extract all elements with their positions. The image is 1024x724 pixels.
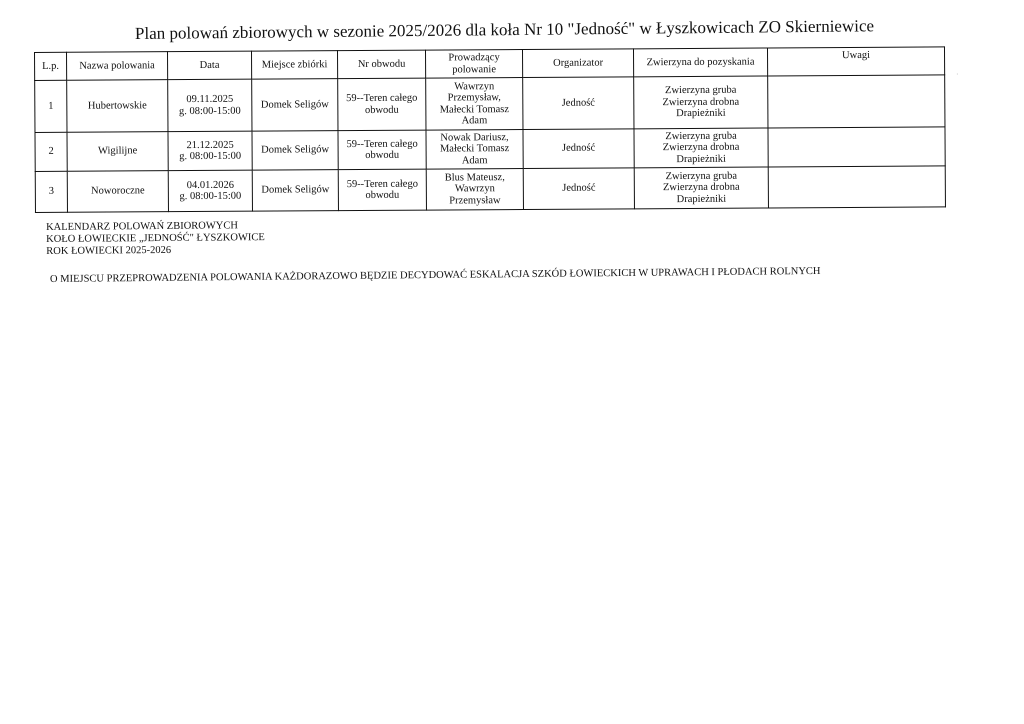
zwierzyna-line: Zwierzyna drobna xyxy=(662,96,740,108)
header-uwagi: Uwagi xyxy=(767,47,944,76)
cell-data xyxy=(168,131,252,171)
zwierzyna-line: Drapieżniki xyxy=(676,108,726,120)
prowadzacy-line: Przemysław, xyxy=(447,92,501,104)
time-text: g. 08:00-15:00 xyxy=(178,105,241,117)
table-row xyxy=(35,127,945,172)
prowadzacy-line: Adam xyxy=(461,154,488,167)
cell-nazwa: Hubertowskie xyxy=(67,80,168,133)
zwierzyna-line: Zwierzyna gruba xyxy=(665,130,737,142)
table-row xyxy=(35,166,945,213)
cell-prowadzacy xyxy=(426,130,523,170)
zwierzyna-line: Zwierzyna gruba xyxy=(665,170,738,182)
cell-zwierzyna xyxy=(634,76,768,129)
cell-nazwa: Wigilijne xyxy=(67,132,168,172)
header-miejsce: Miejsce zbiórki xyxy=(251,51,337,80)
page-title: Plan polowań zbiorowych w sezonie 2025/2026 dla koła Nr 10 "Jedność" w Łyszkowicach ZO Skierniewice xyxy=(134,16,875,43)
cell-data xyxy=(168,79,252,132)
prowadzacy-line: Przemysław xyxy=(449,194,501,207)
cell-lp: 2 xyxy=(35,132,67,171)
date-text: 21.12.2025 xyxy=(186,139,234,151)
obwod-line: 59--Teren całego xyxy=(346,92,418,105)
date-text: 04.01.2026 xyxy=(186,179,234,191)
footer-line: KOŁO ŁOWIECKIE „JEDNOŚĆ" ŁYSZKOWICE xyxy=(46,232,265,245)
obwod-line: 59--Teren całego xyxy=(346,178,418,190)
header-zwierzyna: Zwierzyna do pozyskania xyxy=(633,48,767,77)
table-row xyxy=(35,75,945,133)
zwierzyna-line: Zwierzyna drobna xyxy=(662,181,740,194)
prowadzacy-line: Wawrzyn xyxy=(454,80,495,92)
cell-miejsce: Domek Seligów xyxy=(252,79,338,132)
zwierzyna-line: Drapieżniki xyxy=(676,153,726,165)
prowadzacy-line: Wawrzyn xyxy=(454,183,495,195)
header-obwod: Nr obwodu xyxy=(337,50,425,79)
cell-obwod xyxy=(338,169,426,211)
scan-speck: · xyxy=(956,70,959,79)
cell-organizator: Jedność xyxy=(523,129,634,169)
zwierzyna-line: Zwierzyna gruba xyxy=(664,84,737,97)
header-lp: L.p. xyxy=(35,52,67,80)
cell-miejsce: Domek Seligów xyxy=(252,131,338,171)
time-text: g. 08:00-15:00 xyxy=(179,150,242,163)
prowadzacy-line: Adam xyxy=(461,115,488,127)
cell-organizator: Jedność xyxy=(523,168,634,210)
cell-zwierzyna xyxy=(634,167,768,209)
location-note: O MIEJSCU PRZEPROWADZENIA POLOWANIA KAŻDORAZOWO BĘDZIE DECYDOWAĆ ESKALACJA SZKÓD ŁOWIECKICH W UPRAWACH I PŁODACH ROLNYCH xyxy=(49,265,821,285)
cell-organizator: Jedność xyxy=(523,77,634,130)
footer-line: ROK ŁOWIECKI 2025-2026 xyxy=(46,244,172,257)
cell-zwierzyna xyxy=(634,128,768,168)
cell-obwod xyxy=(338,78,426,131)
cell-miejsce: Domek Seligów xyxy=(252,170,338,212)
time-text: g. 08:00-15:00 xyxy=(179,190,242,203)
header-nazwa: Nazwa polowania xyxy=(67,52,168,81)
calendar-footer xyxy=(46,220,265,258)
prowadzacy-line: Blus Mateusz, xyxy=(444,171,505,184)
cell-prowadzacy xyxy=(426,169,523,211)
prowadzacy-line: Małecki Tomasz xyxy=(439,143,510,155)
cell-data xyxy=(168,170,252,212)
zwierzyna-line: Zwierzyna drobna xyxy=(662,141,740,154)
cell-uwagi xyxy=(768,75,945,128)
header-prowadzacy: Prowadzący polowanie xyxy=(425,50,522,79)
cell-nazwa: Noworoczne xyxy=(67,171,168,213)
header-organizator: Organizator xyxy=(522,49,633,78)
date-text: 09.11.2025 xyxy=(186,93,234,106)
obwod-line: obwodu xyxy=(364,104,399,116)
zwierzyna-line: Drapieżniki xyxy=(676,193,727,205)
cell-lp: 1 xyxy=(35,80,67,132)
prowadzacy-line: Nowak Dariusz, xyxy=(440,131,509,144)
header-data: Data xyxy=(168,51,252,80)
obwod-line: obwodu xyxy=(365,189,400,201)
footer-line: KALENDARZ POLOWAŃ ZBIOROWYCH xyxy=(46,220,238,233)
obwod-line: obwodu xyxy=(365,149,400,161)
hunt-plan-table xyxy=(34,46,946,213)
obwod-line: 59--Teren całego xyxy=(346,138,418,150)
cell-prowadzacy xyxy=(426,78,523,131)
prowadzacy-line: Małecki Tomasz xyxy=(439,103,510,116)
cell-uwagi xyxy=(768,166,945,208)
cell-uwagi xyxy=(768,127,945,167)
cell-lp: 3 xyxy=(35,171,67,212)
cell-obwod xyxy=(338,130,426,170)
